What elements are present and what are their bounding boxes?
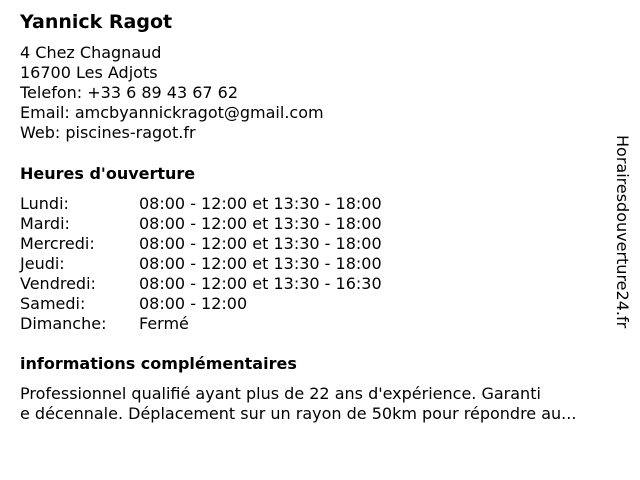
time-range: Fermé — [139, 314, 189, 333]
additional-info-heading: informations complémentaires — [20, 354, 297, 373]
business-name: Yannick Ragot — [20, 11, 173, 33]
opening-hours-heading: Heures d'ouverture — [20, 164, 196, 183]
time-range: 08:00 - 12:00 et 13:30 - 18:00 — [139, 234, 382, 253]
address-line-1: 4 Chez Chagnaud — [20, 43, 162, 62]
email-line: Email: amcbyannickragot@gmail.com — [20, 103, 324, 122]
time-range: 08:00 - 12:00 et 13:30 - 18:00 — [139, 194, 382, 213]
day-label: Mercredi: — [20, 234, 95, 253]
time-range: 08:00 - 12:00 et 13:30 - 18:00 — [139, 214, 382, 233]
phone-line: Telefon: +33 6 89 43 67 62 — [20, 83, 239, 102]
additional-info-line-2: e décennale. Déplacement sur un rayon de 50km pour répondre au... — [20, 404, 577, 423]
day-label: Jeudi: — [20, 254, 65, 273]
time-range: 08:00 - 12:00 et 13:30 - 16:30 — [139, 274, 382, 293]
day-label: Vendredi: — [20, 274, 96, 293]
additional-info-line-1: Professionnel qualifié ayant plus de 22 ans d'expérience. Garanti — [20, 384, 541, 403]
time-range: 08:00 - 12:00 et 13:30 - 18:00 — [139, 254, 382, 273]
additional-info-text — [20, 384, 625, 424]
day-label: Samedi: — [20, 294, 86, 313]
day-label: Mardi: — [20, 214, 70, 233]
day-label: Dimanche: — [20, 314, 107, 333]
website-link[interactable]: Web: piscines-ragot.fr — [20, 123, 196, 142]
site-watermark: Horairesdouverture24.fr — [613, 135, 632, 329]
time-range: 08:00 - 12:00 — [139, 294, 248, 313]
day-label: Lundi: — [20, 194, 69, 213]
address-line-2: 16700 Les Adjots — [20, 63, 158, 82]
